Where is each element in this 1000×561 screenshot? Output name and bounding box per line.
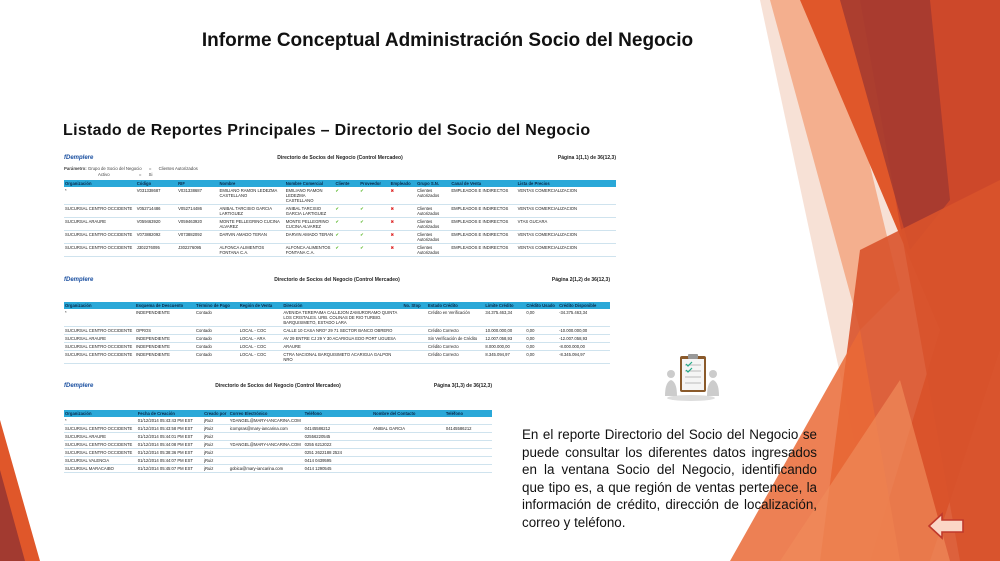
table-cell: ✖ — [390, 205, 416, 218]
table-cell: SUCURSAL ARAURE — [64, 433, 137, 441]
table-cell: Clientes Autorizados — [416, 205, 450, 218]
table-cell: jRuiz — [203, 417, 229, 425]
column-header: Nombre del Contacto — [372, 410, 445, 417]
column-header: Cliente — [334, 180, 359, 187]
table-cell — [445, 433, 492, 441]
table-cell: SUCURSAL CENTRO OCCIDENTE — [64, 244, 136, 257]
column-header: Empleado — [390, 180, 416, 187]
table-cell — [402, 351, 427, 364]
table-cell — [239, 309, 283, 327]
report-page-number: Página 3(1,3) de 36(12,3) — [433, 383, 492, 389]
table-cell: Clientes Autorizados — [416, 244, 450, 257]
table-cell: 0,00 — [525, 327, 558, 335]
table-cell: V031338687 — [177, 187, 218, 205]
column-header: Fecha de Creación — [137, 410, 203, 417]
column-header: No. Stop — [402, 302, 427, 309]
column-header: Lista de Precios — [517, 180, 616, 187]
table-cell: 02556220545 — [304, 433, 372, 441]
table-cell: MONTE PELLEGRINO CUCINA ALVAREZ — [219, 218, 285, 231]
table-row — [64, 187, 616, 205]
table-cell: 0,00 — [525, 343, 558, 351]
table-cell: ✔ — [334, 244, 359, 257]
table-cell: EMPLEADOS E INDIRECTOS — [450, 205, 516, 218]
table-cell: 01/12/2014 05:44:08 PM EST — [137, 441, 203, 449]
table-cell: ✖ — [390, 231, 416, 244]
table-cell: ✔ — [334, 231, 359, 244]
column-header: Teléfono — [445, 410, 492, 417]
column-header: Creado por — [203, 410, 229, 417]
table-cell: Crédito en Verificación — [427, 309, 484, 327]
table-cell — [372, 465, 445, 473]
table-cell: AVENIDA TEREPAIMA CALLEJON ZAMURORAMO QUINTA LOS CRISTALES. URB. COLINAS DE RIO TURBIO. BARQUISIMETO, ESTADO LARA — [282, 309, 402, 327]
clipboard-people-icon — [662, 352, 720, 402]
param-op: = — [148, 166, 152, 171]
report-table-3 — [64, 410, 492, 473]
table-cell: Crédito Correcto — [427, 327, 484, 335]
table-cell: 04145586212 — [445, 425, 492, 433]
table-cell: 0255 6212022 — [304, 441, 372, 449]
param-value: Clientes Autorizados — [158, 166, 198, 171]
table-cell: ✔ — [359, 244, 389, 257]
table-cell: Contado — [195, 343, 239, 351]
table-cell: 0251 2622188 2524 — [304, 449, 372, 457]
table-cell: Clientes Autorizados — [416, 187, 450, 205]
table-cell: SUCURSAL CENTRO OCCIDENTE — [64, 327, 135, 335]
table-row — [64, 433, 492, 441]
table-cell: SUCURSAL CENTRO OCCIDENTE — [64, 351, 135, 364]
table-cell: -10.000.000,00 — [558, 327, 610, 335]
table-cell: ✔ — [334, 205, 359, 218]
table-cell: SUCURSAL CENTRO OCCIDENTE — [64, 205, 136, 218]
table-cell: ✖ — [390, 218, 416, 231]
table-row — [64, 441, 492, 449]
table-cell: 01/12/2014 05:44:01 PM EST — [137, 433, 203, 441]
table-cell: ✔ — [334, 218, 359, 231]
column-header: Crédito Usado — [525, 302, 558, 309]
report-title: Directorio de Socios del Negocio (Control Mercadeo) — [274, 277, 400, 283]
table-cell: LOCAL - COC — [239, 327, 283, 335]
table-cell: LOCAL - COC — [239, 343, 283, 351]
param-name: Activo — [98, 172, 110, 177]
table-cell — [372, 441, 445, 449]
report-parameters — [64, 166, 616, 178]
table-cell: VENTAS COMERCIALIZACION — [517, 187, 616, 205]
table-cell: MONTE PELLEGRINO CUCINA ALVAREZ — [285, 218, 335, 231]
table-cell: Clientes Autorizados — [416, 231, 450, 244]
table-cell — [402, 335, 427, 343]
table-cell: -34.375.463,34 — [558, 309, 610, 327]
table-cell: V073882092 — [136, 231, 177, 244]
table-cell: 0,00 — [525, 309, 558, 327]
table-cell: 01/12/2014 05:44:07 PM EST — [137, 457, 203, 465]
table-cell: Sin Verificación de Crédito — [427, 335, 484, 343]
column-header: Canal de Venta — [450, 180, 516, 187]
table-cell: V031338687 — [136, 187, 177, 205]
table-cell: ✔ — [359, 187, 389, 205]
table-cell — [372, 433, 445, 441]
column-header: Organización — [64, 180, 136, 187]
table-cell: ALFONCA ALIMENTOS FONTANA C.A. — [219, 244, 285, 257]
column-header: RIF — [177, 180, 218, 187]
table-cell: 01/12/2014 05:38:36 PM EST — [137, 449, 203, 457]
table-cell: SUCURSAL VALENCIA — [64, 457, 137, 465]
table-cell: ✔ — [359, 218, 389, 231]
table-cell: SUCURSAL CENTRO OCCIDENTE — [64, 449, 137, 457]
table-cell: VENTAS COMERCIALIZACION — [517, 244, 616, 257]
table-cell: ✔ — [359, 231, 389, 244]
table-cell — [229, 433, 304, 441]
table-cell: jRuiz — [203, 457, 229, 465]
table-cell — [372, 417, 445, 425]
table-cell: V073882092 — [177, 231, 218, 244]
table-cell: V059463920 — [177, 218, 218, 231]
report-table-2 — [64, 302, 610, 364]
report-title: Directorio de Socios del Negocio (Control Mercadeo) — [215, 383, 341, 389]
table-cell: -8.345.094,97 — [558, 351, 610, 364]
table-cell: 0,00 — [525, 351, 558, 364]
table-cell: V059463920 — [136, 218, 177, 231]
report-logo: fDemplere — [64, 277, 94, 283]
table-cell: SUCURSAL CENTRO OCCIDENTE — [64, 343, 135, 351]
table-cell — [445, 465, 492, 473]
table-cell: ANIBAL TARCISIO GARCIA LARTIGUEZ — [219, 205, 285, 218]
report-page-number: Página 1(1,1) de 36(12,3) — [557, 155, 616, 161]
table-row — [64, 309, 610, 327]
table-cell — [372, 449, 445, 457]
table-cell: 12.007.058,93 — [484, 335, 525, 343]
table-cell: CTRA NACIONAL BARQUISIMETO ACARIGUA GALPON NRO — [282, 351, 402, 364]
table-cell: jRuiz — [203, 441, 229, 449]
table-cell: Contado — [195, 335, 239, 343]
report-page-2 — [64, 274, 610, 364]
table-cell: 0414 1290545 — [304, 465, 372, 473]
table-cell: 01/12/2014 05:43:58 PM EST — [137, 425, 203, 433]
table-cell — [402, 343, 427, 351]
table-cell: 01/12/2014 05:45:07 PM EST — [137, 465, 203, 473]
column-header: Dirección — [282, 302, 402, 309]
table-cell — [304, 417, 372, 425]
table-cell: VENTAS COMERCIALIZACION — [517, 205, 616, 218]
column-header: Nombre — [219, 180, 285, 187]
column-header: Crédito Disponible — [558, 302, 610, 309]
table-cell: DARVIN AMADO TERAN — [285, 231, 335, 244]
table-cell: VENTAS COMERCIALIZACION — [517, 231, 616, 244]
table-cell: EMILIANO RAMON LEDEZMA CASTELLANO — [219, 187, 285, 205]
table-cell: ANIBAL TARCISIO GARCIA LARTIGUEZ — [285, 205, 335, 218]
table-cell — [229, 449, 304, 457]
table-cell: OPROS — [135, 327, 195, 335]
table-cell: EMPLEADOS E INDIRECTOS — [450, 218, 516, 231]
table-cell: 10.000.000,00 — [484, 327, 525, 335]
table-cell: Crédito Correcto — [427, 351, 484, 364]
table-cell: YDANGEL@MARY-IANCARINA.COM — [229, 417, 304, 425]
table-cell: Clientes Autorizados — [416, 218, 450, 231]
table-cell: Contado — [195, 309, 239, 327]
table-cell: AV 29 ENTRE CJ 29 Y 30 ACARIGUA EDO PORT UGUESA — [282, 335, 402, 343]
table-cell: SUCURSAL ARAURE — [64, 218, 136, 231]
table-row — [64, 417, 492, 425]
table-cell: LOCAL - ARA — [239, 335, 283, 343]
table-cell: 01/12/2014 05:43:43 PM EST — [137, 417, 203, 425]
table-cell: ✖ — [390, 187, 416, 205]
table-cell: INDEPENDIENTE — [135, 309, 195, 327]
column-header: Límite Crédito — [484, 302, 525, 309]
back-arrow-icon[interactable] — [927, 512, 965, 540]
table-row — [64, 335, 610, 343]
report-page-3 — [64, 380, 492, 473]
table-cell: SUCURSAL CENTRO OCCIDENTE — [64, 441, 137, 449]
report-table-1 — [64, 180, 616, 257]
table-row — [64, 351, 610, 364]
table-row — [64, 205, 616, 218]
table-cell — [445, 457, 492, 465]
table-row — [64, 327, 610, 335]
slide-subtitle: Listado de Reportes Principales – Directorio del Socio del Negocio — [63, 122, 591, 139]
table-cell: Crédito Correcto — [427, 343, 484, 351]
table-cell: Contado — [195, 327, 239, 335]
table-cell: LOCAL - COC — [239, 351, 283, 364]
table-cell: 8.345.094,97 — [484, 351, 525, 364]
table-cell: CALLE 10 CASA NRO* 29 71 SECTOR BANCO OBRERO — [282, 327, 402, 335]
table-cell: J302276095 — [136, 244, 177, 257]
table-cell: V052714486 — [136, 205, 177, 218]
column-header: Estado Crédito — [427, 302, 484, 309]
table-cell — [229, 457, 304, 465]
table-cell: DARVIN AMADO TERAN — [219, 231, 285, 244]
table-cell: jRuiz — [203, 449, 229, 457]
table-row — [64, 231, 616, 244]
column-header: Término de Pago — [195, 302, 239, 309]
table-cell: -8.000.000,00 — [558, 343, 610, 351]
table-cell: jRuiz — [203, 425, 229, 433]
table-cell: SUCURSAL MARACAIBO — [64, 465, 137, 473]
table-cell — [445, 449, 492, 457]
column-header: Nombre Comercial — [285, 180, 335, 187]
param-value: Si — [148, 172, 153, 177]
table-cell: 0,00 — [525, 335, 558, 343]
table-row — [64, 218, 616, 231]
table-row — [64, 343, 610, 351]
report-page-1 — [64, 152, 616, 257]
column-header: Correo Electrónico — [229, 410, 304, 417]
table-cell — [402, 327, 427, 335]
report-logo: fDemplere — [64, 155, 94, 161]
table-cell: gobica@mary-iancarina.com — [229, 465, 304, 473]
table-row — [64, 457, 492, 465]
column-header: Teléfono — [304, 410, 372, 417]
table-cell: Contado — [195, 351, 239, 364]
table-cell — [372, 457, 445, 465]
table-row — [64, 244, 616, 257]
table-cell: jRuiz — [203, 465, 229, 473]
table-cell: * — [64, 187, 136, 205]
table-cell: EMILIANO RAMON LEDEZMA CASTELLANO — [285, 187, 335, 205]
column-header: Grupo S.N. — [416, 180, 450, 187]
table-cell — [445, 417, 492, 425]
report-title: Directorio de Socios del Negocio (Control Mercadeo) — [277, 155, 403, 161]
params-label: Parámetro: — [64, 166, 87, 171]
table-row — [64, 465, 492, 473]
table-cell: ✔ — [334, 187, 359, 205]
table-cell: icompras@mary-iancarina.com — [229, 425, 304, 433]
param-name: Grupo de Socio del Negocio — [87, 166, 142, 171]
table-cell: INDEPENDIENTE — [135, 351, 195, 364]
column-header: Organización — [64, 302, 135, 309]
table-cell: ALFONCA ALIMENTOS FONTANA C.A. — [285, 244, 335, 257]
table-cell: INDEPENDIENTE — [135, 343, 195, 351]
table-cell: V052714486 — [177, 205, 218, 218]
table-cell: INDEPENDIENTE — [135, 335, 195, 343]
table-cell: -12.007.058,93 — [558, 335, 610, 343]
column-header: Código — [136, 180, 177, 187]
column-header: Proveedor — [359, 180, 389, 187]
table-cell: EMPLEADOS E INDIRECTOS — [450, 244, 516, 257]
column-header: Esquema de Descuento — [135, 302, 195, 309]
table-cell — [445, 441, 492, 449]
description-text: En el reporte Directorio del Socio del Negocio se puede consultar los diferentes datos ingresados en la ventana Socio del Negocio, identificando que tipo es, a que región de ventas pertenece, la información de crédito, dirección de localización, correo y teléfono. — [522, 427, 817, 530]
slide-title: Informe Conceptual Administración Socio del Negocio — [201, 30, 694, 51]
report-logo: fDemplere — [64, 383, 94, 389]
table-cell: SUCURSAL CENTRO OCCIDENTE — [64, 231, 136, 244]
report-page-number: Página 2(1,2) de 36(12,3) — [551, 277, 610, 283]
table-cell: * — [64, 417, 137, 425]
table-cell — [402, 309, 427, 327]
table-cell: ANIBAL GARCIA — [372, 425, 445, 433]
table-cell: jRuiz — [203, 433, 229, 441]
table-cell: EMPLEADOS E INDIRECTOS — [450, 187, 516, 205]
table-cell: SUCURSAL CENTRO OCCIDENTE — [64, 425, 137, 433]
param-op: = — [138, 172, 142, 177]
column-header: Organización — [64, 410, 137, 417]
table-cell: EMPLEADOS E INDIRECTOS — [450, 231, 516, 244]
table-cell: J302276095 — [177, 244, 218, 257]
table-cell: 34.375.463,34 — [484, 309, 525, 327]
table-cell: * — [64, 309, 135, 327]
table-cell: ✖ — [390, 244, 416, 257]
table-cell: ✔ — [359, 205, 389, 218]
table-cell: 04145586212 — [304, 425, 372, 433]
table-cell: YDANGEL@MARY-IANCARINA.COM — [229, 441, 304, 449]
table-row — [64, 449, 492, 457]
table-cell: 0414 0439595 — [304, 457, 372, 465]
table-cell: 8.000.000,00 — [484, 343, 525, 351]
column-header: Región de Venta — [239, 302, 283, 309]
table-cell: SUCURSAL ARAURE — [64, 335, 135, 343]
table-row — [64, 425, 492, 433]
table-cell: ARAURE — [282, 343, 402, 351]
table-cell: VTAS GUCARA — [517, 218, 616, 231]
